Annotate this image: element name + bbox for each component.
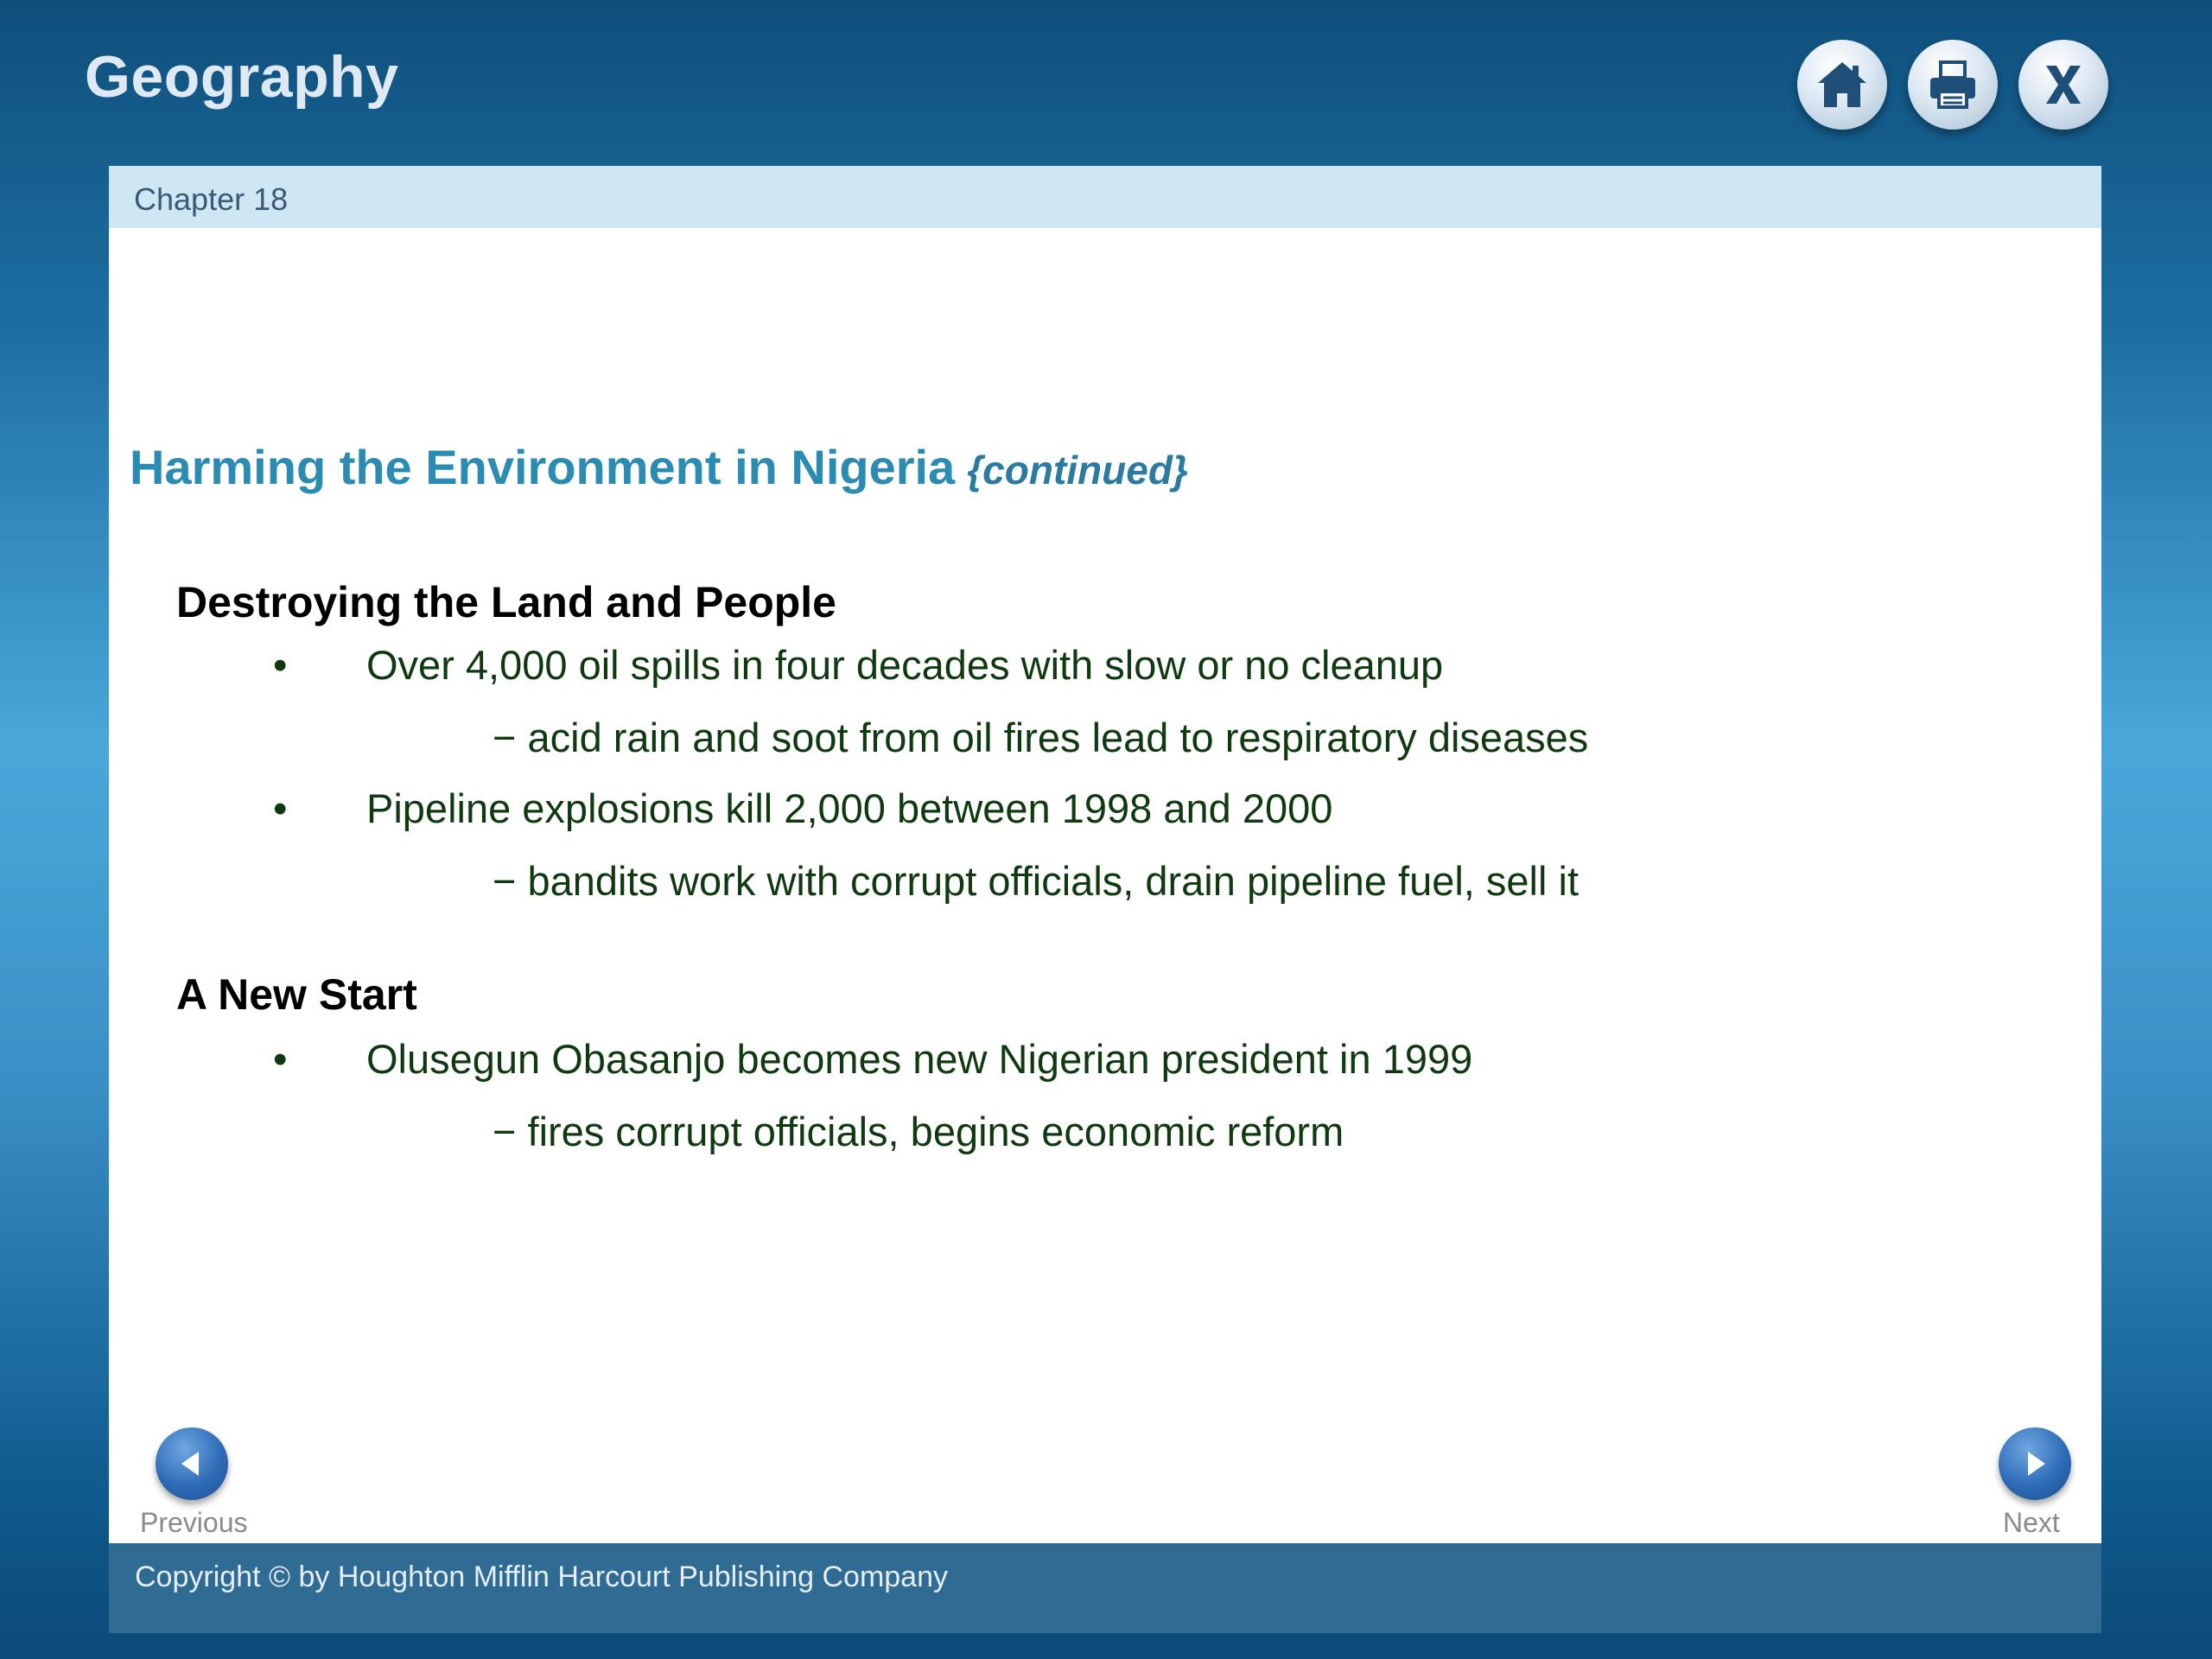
footer bbox=[109, 1543, 2101, 1633]
previous-label[interactable]: Previous bbox=[140, 1507, 248, 1538]
sub-item: − fires corrupt officials, begins economic reform bbox=[493, 1109, 1344, 1154]
next-button[interactable] bbox=[1999, 1427, 2071, 1500]
list-item bbox=[273, 785, 1333, 832]
sub-item: − acid rain and soot from oil fires lead to respiratory diseases bbox=[493, 715, 1589, 760]
list-item bbox=[273, 641, 1444, 689]
bullet-marker: • bbox=[273, 785, 288, 831]
print-button[interactable] bbox=[1908, 40, 1998, 130]
sub-item: − bandits work with corrupt officials, drain pipeline fuel, sell it bbox=[493, 858, 1579, 904]
slide-title bbox=[130, 439, 1188, 495]
app-title: Geography bbox=[85, 44, 399, 110]
previous-button[interactable] bbox=[156, 1427, 228, 1500]
copyright-text: Copyright © by Houghton Mifflin Harcourt Publishing Company bbox=[135, 1560, 948, 1593]
slide-title-text: Harming the Environment in Nigeria bbox=[130, 440, 956, 494]
bullet-text: Pipeline explosions kill 2,000 between 1998 and 2000 bbox=[366, 785, 1333, 831]
close-icon bbox=[2034, 55, 2093, 114]
printer-icon bbox=[1923, 55, 1982, 114]
close-button[interactable] bbox=[2018, 40, 2108, 130]
list-item bbox=[273, 1035, 1473, 1083]
arrow-left-icon bbox=[175, 1446, 209, 1481]
slide-title-suffix: {continued} bbox=[967, 448, 1188, 493]
home-button[interactable] bbox=[1797, 40, 1887, 130]
bullet-text: Over 4,000 oil spills in four decades with slow or no cleanup bbox=[366, 642, 1444, 688]
chapter-label: Chapter 18 bbox=[134, 181, 289, 217]
slide-panel bbox=[109, 166, 2101, 1545]
bullet-text: Olusegun Obasanjo becomes new Nigerian president in 1999 bbox=[366, 1036, 1473, 1082]
arrow-right-icon bbox=[2018, 1446, 2052, 1481]
bullet-marker: • bbox=[273, 1036, 288, 1082]
section-heading: A New Start bbox=[176, 970, 417, 1019]
chapter-bar bbox=[109, 166, 2101, 228]
section-heading: Destroying the Land and People bbox=[176, 578, 836, 626]
bullet-marker: • bbox=[273, 642, 288, 688]
next-label[interactable]: Next bbox=[2003, 1507, 2060, 1538]
home-icon bbox=[1813, 55, 1872, 114]
